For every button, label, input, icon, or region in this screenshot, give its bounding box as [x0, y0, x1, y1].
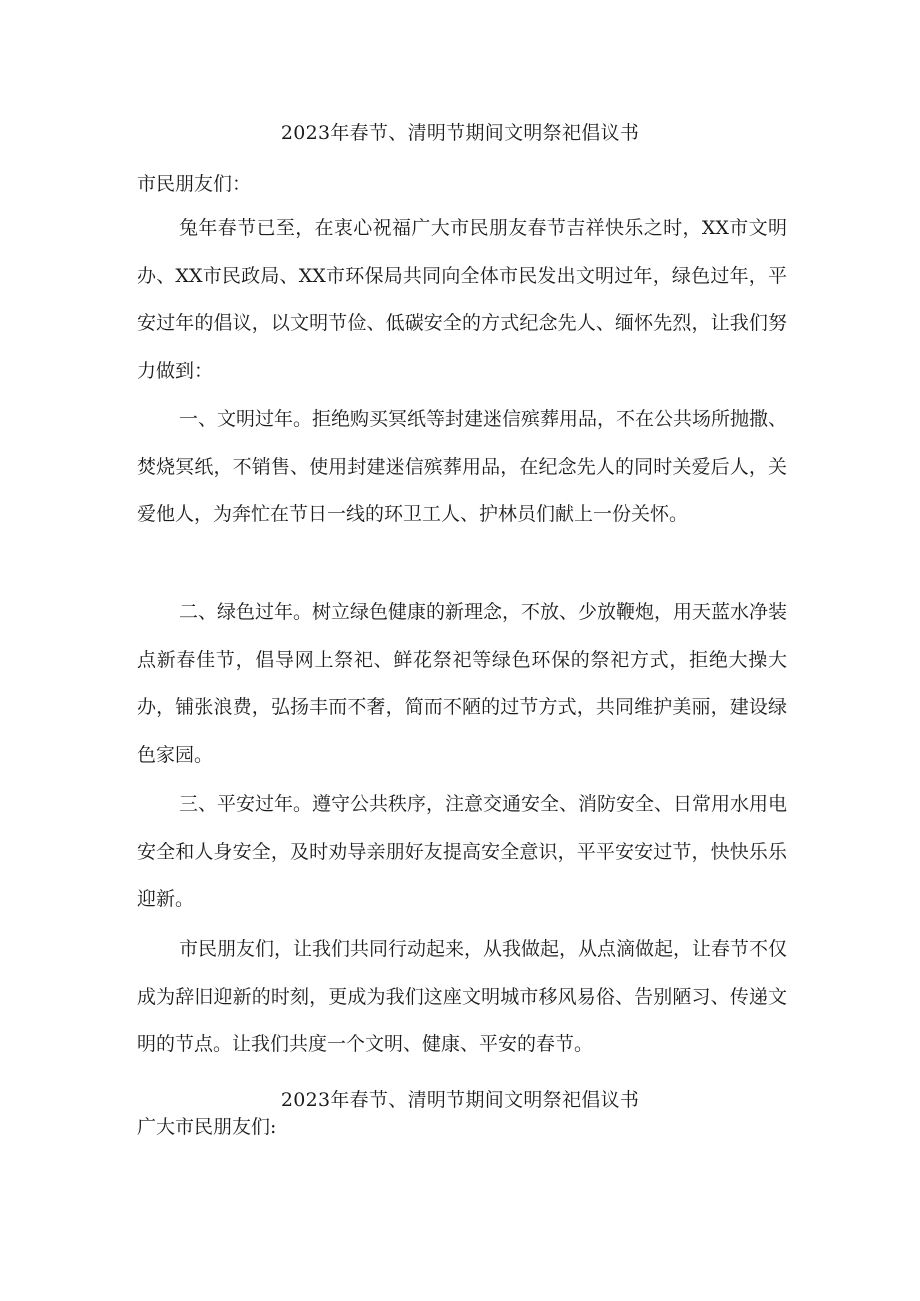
paragraph-civilized: 一、文明过年。拒绝购买冥纸等封建迷信殡葬用品，不在公共场所抛撒、焚烧冥纸，不销售、使用封建迷信殡葬用品，在纪念先人的同时关爱后人，关爱他人，为奔忙在节日一线的环卫工人、护林员们献上一份关怀。	[137, 408, 788, 525]
paragraph-closing: 市民朋友们，让我们共同行动起来，从我做起，从点滴做起，让春节不仅成为辞旧迎新的时刻，更成为我们这座文明城市移风易俗、告别陋习、传递文明的节点。让我们共度一个文明、健康、平安的春节。	[137, 938, 788, 1055]
document-title: 2023年春节、清明节期间文明祭祀倡议书	[280, 122, 640, 144]
second-document-title: 2023年春节、清明节期间文明祭祀倡议书	[280, 1089, 640, 1111]
salutation: 市民朋友们：	[137, 173, 252, 195]
paragraph-safe: 三、平安过年。遵守公共秩序，注意交通安全、消防安全、日常用水用电安全和人身安全，及时劝导亲朋好友提高安全意识，平平安安过节，快快乐乐迎新。	[137, 793, 788, 910]
paragraph-intro: 兔年春节已至，在衷心祝福广大市民朋友春节吉祥快乐之时，XX市文明办、XX市民政局、XX市环保局共同向全体市民发出文明过年，绿色过年，平安过年的倡议，以文明节俭、低碳安全的方式纪念先人、缅怀先烈，让我们努力做到：	[137, 217, 787, 382]
second-salutation: 广大市民朋友们:	[137, 1116, 277, 1138]
paragraph-green: 二、绿色过年。树立绿色健康的新理念，不放、少放鞭炮，用天蓝水净装点新春佳节，倡导网上祭祀、鲜花祭祀等绿色环保的祭祀方式，拒绝大操大办，铺张浪费，弘扬丰而不奢，简而不陋的过节方式，共同维护美丽，建设绿色家园。	[137, 601, 788, 766]
